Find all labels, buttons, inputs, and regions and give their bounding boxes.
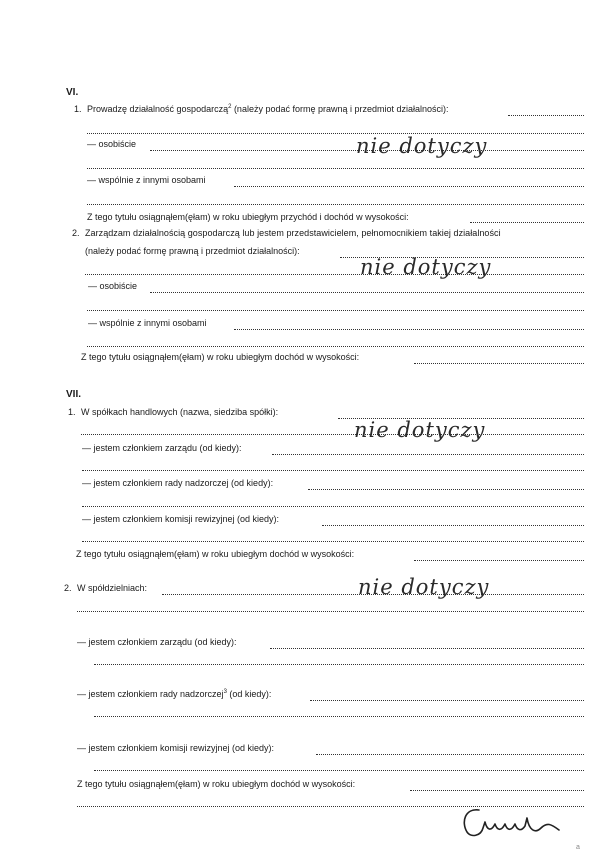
- s7-item2-handwritten-note: nie dotyczy: [358, 575, 490, 599]
- s6-item1-income-label: Z tego tytułu osiągnąłem(ęłam) w roku ubiegłym przychód i dochód w wysokości:: [87, 212, 409, 222]
- s7-item2-supervisory-label: — jestem członkiem rady nadzorczej$^3$ (od kiedy):: [77, 689, 272, 699]
- s6-item2-number: 2.: [72, 228, 80, 238]
- s7-item2-income-field[interactable]: [410, 790, 584, 791]
- s6-item1-number: 1.: [74, 104, 82, 114]
- s7-item2-board-field-line2[interactable]: [94, 664, 584, 665]
- s7-item1-handwritten-note: nie dotyczy: [354, 418, 486, 442]
- s7-item1-field-line2[interactable]: [81, 434, 584, 435]
- s6-item1-text: Prowadzę działalność gospodarczą$^2$ (należy podać formę prawną i przedmiot działalności):: [87, 104, 449, 114]
- s7-item2-audit-field-line2[interactable]: [94, 770, 584, 771]
- s6-item1-field[interactable]: [508, 115, 584, 116]
- s6-item2-joint-field[interactable]: [234, 329, 584, 330]
- s7-item1-board-field[interactable]: [272, 454, 584, 455]
- section-vi-heading: VI.: [66, 87, 79, 98]
- s7-item1-income-field[interactable]: [414, 560, 584, 561]
- s7-item1-board-label: — jestem członkiem zarządu (od kiedy):: [82, 443, 242, 453]
- s7-item1-supervisory-label: — jestem członkiem rady nadzorczej (od kiedy):: [82, 478, 274, 488]
- s7-item1-audit-field-line2[interactable]: [82, 541, 584, 542]
- s7-item2-audit-field[interactable]: [316, 754, 584, 755]
- s6-item2-income-field[interactable]: [414, 363, 584, 364]
- section-vii-heading: VII.: [66, 389, 82, 400]
- s7-item1-audit-label: — jestem członkiem komisji rewizyjnej (od kiedy):: [82, 514, 280, 524]
- s6-item2-income-label: Z tego tytułu osiągnąłem(ęłam) w roku ubiegłym dochód w wysokości:: [81, 352, 360, 362]
- s7-item2-field-line2[interactable]: [77, 611, 584, 612]
- s7-item1-supervisory-field-line2[interactable]: [82, 506, 584, 507]
- s6-item1-handwritten-note: nie dotyczy: [356, 134, 488, 158]
- s6-item2-joint-label: — wspólnie z innymi osobami: [88, 318, 207, 328]
- s6-item1-joint-field[interactable]: [234, 186, 584, 187]
- s6-item1-field-line2[interactable]: [87, 133, 584, 134]
- s6-item2-line2: (należy podać formę prawną i przedmiot działalności):: [85, 246, 300, 256]
- s6-item1-personal-label: — osobiście: [87, 139, 137, 149]
- s7-item2-board-field[interactable]: [270, 648, 584, 649]
- s7-item2-audit-label: — jestem członkiem komisji rewizyjnej (od kiedy):: [77, 743, 275, 753]
- s7-item2-income-label: Z tego tytułu osiągnąłem(ęłam) w roku ubiegłym dochód w wysokości:: [77, 779, 356, 789]
- s6-item1-personal-field-line2[interactable]: [87, 168, 584, 169]
- s6-item2-personal-field[interactable]: [150, 292, 584, 293]
- s7-item1-number: 1.: [68, 407, 76, 417]
- s7-item1-text: W spółkach handlowych (nazwa, siedziba spółki):: [81, 407, 279, 417]
- s7-item1-income-label: Z tego tytułu osiągnąłem(ęłam) w roku ubiegłym dochód w wysokości:: [76, 549, 355, 559]
- s7-item2-board-label: — jestem członkiem zarządu (od kiedy):: [77, 637, 237, 647]
- s7-item2-supervisory-field[interactable]: [310, 700, 584, 701]
- s6-item2-joint-field-line2[interactable]: [87, 346, 584, 347]
- s7-item1-board-field-line2[interactable]: [82, 470, 584, 471]
- page-corner-mark: a: [576, 844, 580, 851]
- s6-item2-field-line2[interactable]: [85, 274, 584, 275]
- s6-item2-personal-label: — osobiście: [88, 281, 138, 291]
- s6-item1-income-field[interactable]: [470, 222, 584, 223]
- s7-item2-number: 2.: [64, 583, 72, 593]
- s7-item2-supervisory-field-line2[interactable]: [94, 716, 584, 717]
- s6-item1-joint-field-line2[interactable]: [87, 204, 584, 205]
- s7-item1-audit-field[interactable]: [322, 525, 584, 526]
- s7-item1-supervisory-field[interactable]: [308, 489, 584, 490]
- s6-item2-handwritten-note: nie dotyczy: [360, 255, 492, 279]
- s6-item1-joint-label: — wspólnie z innymi osobami: [87, 175, 206, 185]
- s6-item2-personal-field-line2[interactable]: [87, 310, 584, 311]
- s7-item2-text: W spółdzielniach:: [77, 583, 148, 593]
- s6-item2-line1: Zarządzam działalnością gospodarczą lub jestem przedstawicielem, pełnomocnikiem takiej działalności: [85, 228, 501, 238]
- signature-image: [455, 800, 570, 844]
